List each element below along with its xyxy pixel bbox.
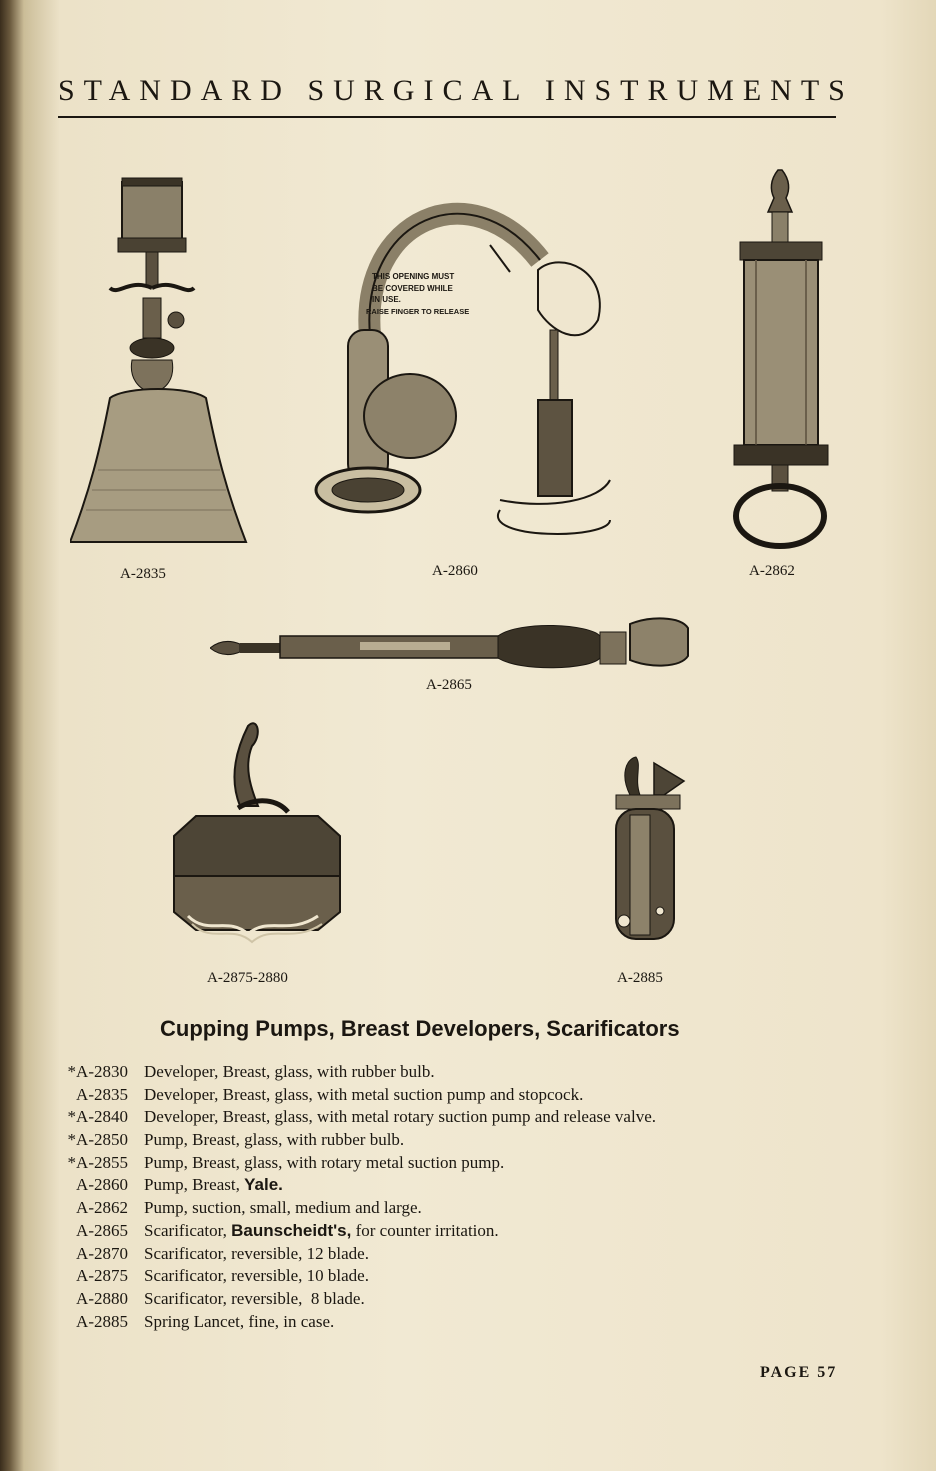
caption-a2865: A-2865 bbox=[426, 677, 472, 693]
reversible-scarificator-illustration bbox=[168, 716, 348, 966]
section-title: Cupping Pumps, Breast Developers, Scarificators bbox=[160, 1016, 680, 1041]
yale-breast-pump-illustration bbox=[310, 180, 620, 550]
note-line-2: BE COVERED WHILE bbox=[372, 284, 453, 293]
item-code: A-2865 bbox=[76, 1220, 128, 1240]
item-code: A-2880 bbox=[76, 1288, 128, 1308]
list-item bbox=[58, 1175, 858, 1198]
caption-a2885: A-2885 bbox=[617, 970, 663, 986]
list-item bbox=[58, 1085, 858, 1108]
list-item bbox=[58, 1289, 858, 1312]
a2860-note-text bbox=[366, 270, 536, 322]
list-item bbox=[58, 1244, 858, 1267]
spring-lancet-illustration bbox=[600, 755, 690, 960]
item-description: Pump, Breast, bbox=[144, 1175, 245, 1195]
item-code: *A-2850 bbox=[67, 1130, 128, 1150]
list-item bbox=[58, 1153, 858, 1176]
item-description: Pump, Breast, glass, with rubber bulb. bbox=[144, 1130, 405, 1150]
item-code: A-2875 bbox=[76, 1266, 128, 1286]
caption-a2860: A-2860 bbox=[432, 563, 478, 579]
caption-a2835: A-2835 bbox=[120, 566, 166, 582]
baunscheidt-scarificator-illustration bbox=[210, 610, 690, 670]
suction-pump-illustration bbox=[722, 168, 842, 553]
item-code: A-2860 bbox=[76, 1175, 128, 1195]
note-line-3: IN USE. bbox=[372, 295, 401, 304]
item-emphasis: Yale. bbox=[244, 1175, 283, 1195]
note-line-4: RAISE FINGER TO RELEASE bbox=[366, 307, 470, 316]
item-code: *A-2830 bbox=[67, 1062, 128, 1081]
item-code: A-2862 bbox=[76, 1198, 128, 1218]
item-description: Developer, Breast, glass, with metal rotary suction pump and release valve. bbox=[144, 1107, 656, 1127]
item-description: Pump, Breast, glass, with rotary metal suction pump. bbox=[144, 1152, 505, 1172]
item-description: Scarificator, bbox=[144, 1220, 232, 1240]
item-description: Scarificator, reversible, 10 blade. bbox=[144, 1266, 369, 1286]
item-description: Spring Lancet, fine, in case. bbox=[144, 1311, 335, 1331]
item-description: Developer, Breast, glass, with rubber bulb. bbox=[144, 1062, 435, 1081]
item-code: A-2870 bbox=[76, 1243, 128, 1263]
item-description: Scarificator, reversible, 8 blade. bbox=[144, 1288, 365, 1308]
note-line-1: THIS OPENING MUST bbox=[372, 272, 455, 281]
breast-developer-bell-illustration bbox=[70, 170, 250, 555]
list-item bbox=[58, 1266, 858, 1289]
list-item bbox=[58, 1107, 858, 1130]
list-item bbox=[58, 1062, 858, 1085]
list-item bbox=[58, 1312, 858, 1335]
list-item bbox=[58, 1198, 858, 1221]
caption-a2875: A-2875-2880 bbox=[207, 970, 288, 986]
item-code: A-2835 bbox=[76, 1084, 128, 1104]
item-code: *A-2855 bbox=[67, 1152, 128, 1172]
item-description: Scarificator, reversible, 12 blade. bbox=[144, 1243, 369, 1263]
list-item bbox=[58, 1221, 858, 1244]
item-description: Developer, Breast, glass, with metal suction pump and stopcock. bbox=[144, 1084, 584, 1104]
item-description: Pump, suction, small, medium and large. bbox=[144, 1198, 422, 1218]
caption-a2862: A-2862 bbox=[749, 563, 795, 579]
list-item bbox=[58, 1130, 858, 1153]
item-code: A-2885 bbox=[76, 1311, 128, 1331]
item-list bbox=[58, 1062, 858, 1334]
header-rule bbox=[58, 116, 836, 118]
running-head: STANDARD SURGICAL INSTRUMENTS bbox=[58, 74, 854, 107]
item-code: *A-2840 bbox=[67, 1107, 128, 1127]
page-number: PAGE 57 bbox=[760, 1364, 838, 1381]
item-description-tail: for counter irritation. bbox=[351, 1220, 499, 1240]
item-emphasis: Baunscheidt's, bbox=[231, 1220, 352, 1240]
